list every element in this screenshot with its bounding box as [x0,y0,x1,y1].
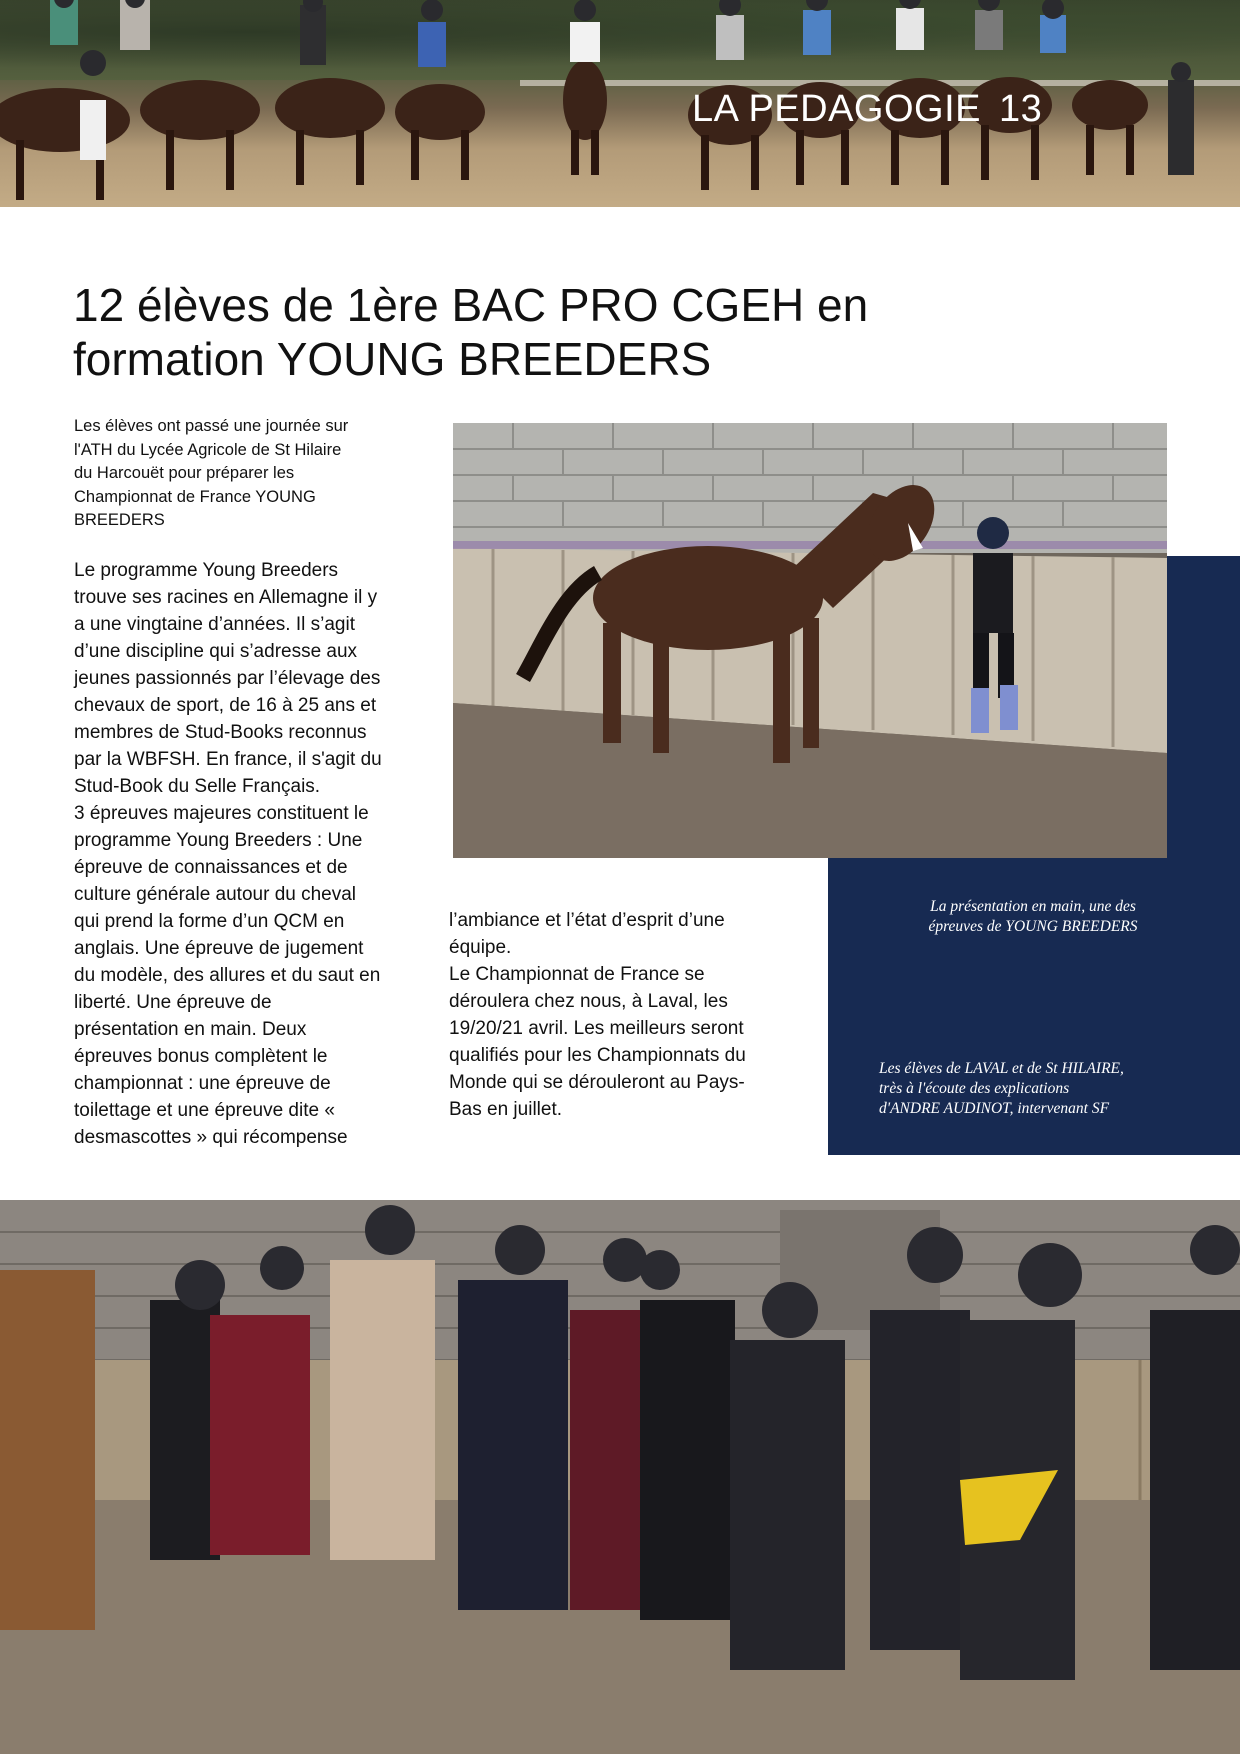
horse-photo-illustration [453,423,1167,858]
body-line: toilettage et une épreuve dite « [74,1100,335,1121]
body-line: desmascottes » qui récompense [74,1127,348,1148]
article-body-column-1 [74,557,414,1151]
body-line: qualifiés pour les Championnats du [449,1045,746,1066]
body-line: culture générale autour du cheval [74,884,357,905]
caption-line: Les élèves de LAVAL et de St HILAIRE, [879,1060,1124,1077]
body-line: Stud-Book du Selle Français. [74,776,321,797]
caption-line: d'ANDRE AUDINOT, intervenant SF [879,1100,1110,1117]
body-line: 19/20/21 avril. Les meilleurs seront [449,1018,744,1039]
riders-illustration [0,0,1240,207]
group-photo-caption [879,1059,1179,1119]
group-photo-illustration [0,1200,1240,1754]
headline-line: formation YOUNG BREEDERS [73,333,712,385]
intro-line: l'ATH du Lycée Agricole de St Hilaire [74,440,342,459]
intro-line: Championnat de France YOUNG [74,487,316,506]
students-group-photo [0,1200,1240,1754]
intro-line: du Harcouët pour préparer les [74,464,295,482]
intro-line: Les élèves ont passé une journée sur [74,417,349,435]
section-title [692,88,1042,131]
body-line: trouve ses racines en Allemagne il y [74,587,378,608]
body-line: du modèle, des allures et du saut en [74,965,381,986]
body-line: Monde qui se dérouleront au Pays- [449,1072,745,1093]
horse-photo-caption [888,897,1178,937]
body-line: qui prend la forme d’un QCM en [74,911,345,932]
intro-line: BREEDERS [74,511,165,529]
section-name: LA PEDAGOGIE [692,88,981,130]
body-line: 3 épreuves majeures constituent le [74,803,369,824]
body-line: championnat : une épreuve de [74,1073,331,1094]
body-line: Le programme Young Breeders [74,560,339,581]
horse-presentation-photo [453,423,1167,858]
header-banner-photo [0,0,1240,207]
headline-line: 12 élèves de 1ère BAC PRO CGEH en [73,279,869,331]
body-line: a une vingtaine d’années. Il s’agit [74,614,355,635]
article-headline [73,278,1033,386]
body-line: anglais. Une épreuve de jugement [74,938,364,959]
article-intro [74,415,394,533]
body-line: déroulera chez nous, à Laval, les [449,991,728,1012]
body-line: membres de Stud-Books reconnus [74,722,367,743]
body-line: liberté. Une épreuve de [74,992,272,1013]
body-line: Le Championnat de France se [449,964,705,985]
caption-line: La présentation en main, une des [930,898,1136,915]
body-line: programme Young Breeders : Une [74,830,363,851]
caption-line: épreuves de YOUNG BREEDERS [928,918,1138,935]
article-body-column-2 [449,907,789,1123]
body-line: présentation en main. Deux [74,1019,307,1040]
body-line: Bas en juillet. [449,1099,563,1120]
body-line: par la WBFSH. En france, il s'agit du [74,749,382,770]
body-line: épreuves bonus complètent le [74,1046,328,1067]
caption-line: très à l'écoute des explications [879,1080,1070,1097]
body-line: jeunes passionnés par l’élevage des [74,668,381,689]
body-line: d’une discipline qui s’adresse aux [74,641,358,662]
body-line: l’ambiance et l’état d’esprit d’une [449,910,725,931]
body-line: chevaux de sport, de 16 à 25 ans et [74,695,377,716]
page-number: 13 [999,88,1043,130]
body-line: équipe. [449,937,512,958]
body-line: épreuve de connaissances et de [74,857,348,878]
